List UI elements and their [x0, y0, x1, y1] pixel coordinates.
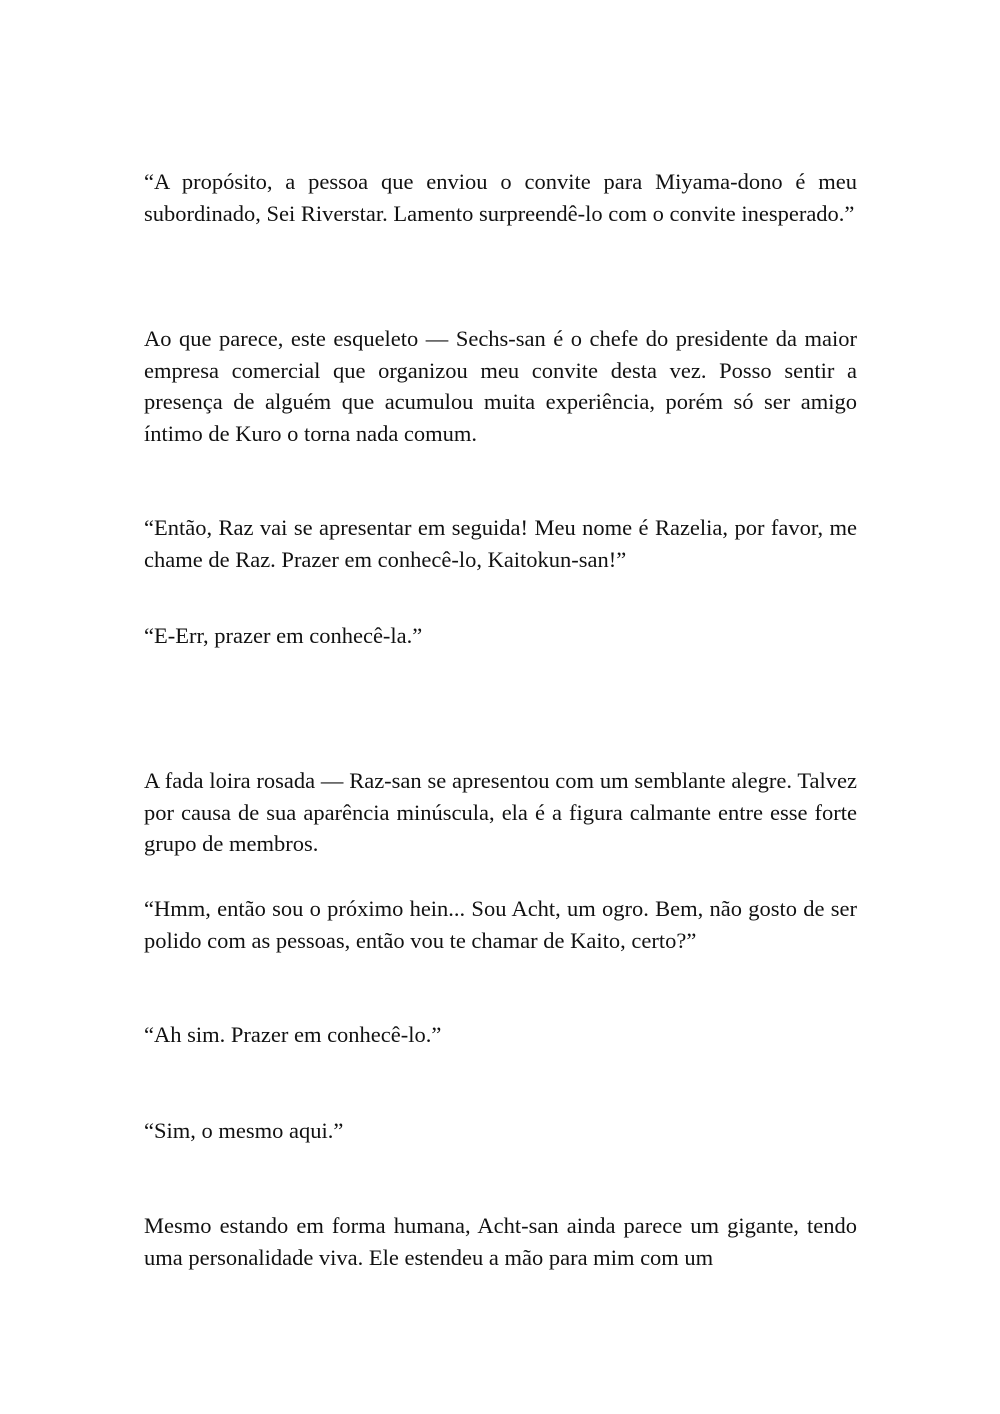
- paragraph-3: “Então, Raz vai se apresentar em seguida! Meu nome é Razelia, por favor, me chame de Raz. Prazer em conhecê-lo, Kaitokun-san!”: [144, 515, 857, 572]
- paragraph-2: Ao que parece, este esqueleto — Sechs-san é o chefe do presidente da maior empresa comercial que organizou meu convite desta vez. Posso sentir a presença de alguém que acumulou muita experiência, porém só ser amigo íntimo de Kuro o torna nada comum.: [144, 326, 857, 446]
- paragraph-9: Mesmo estando em forma humana, Acht-san ainda parece um gigante, tendo uma personalidade viva. Ele estendeu a mão para mim com um: [144, 1213, 857, 1270]
- paragraph-4: “E-Err, prazer em conhecê-la.”: [144, 623, 423, 648]
- paragraph-7: “Ah sim. Prazer em conhecê-lo.”: [144, 1022, 442, 1047]
- paragraph-1: “A propósito, a pessoa que enviou o convite para Miyama-dono é meu subordinado, Sei Riverstar. Lamento surpreendê-lo com o convite inesperado.”: [144, 169, 857, 226]
- paragraph-6: “Hmm, então sou o próximo hein... Sou Acht, um ogro. Bem, não gosto de ser polido com as pessoas, então vou te chamar de Kaito, certo?”: [144, 896, 857, 953]
- paragraph-5: A fada loira rosada — Raz-san se apresentou com um semblante alegre. Talvez por causa de sua aparência minúscula, ela é a figura calmante entre esse forte grupo de membros.: [144, 768, 857, 856]
- paragraph-8: “Sim, o mesmo aqui.”: [144, 1118, 344, 1143]
